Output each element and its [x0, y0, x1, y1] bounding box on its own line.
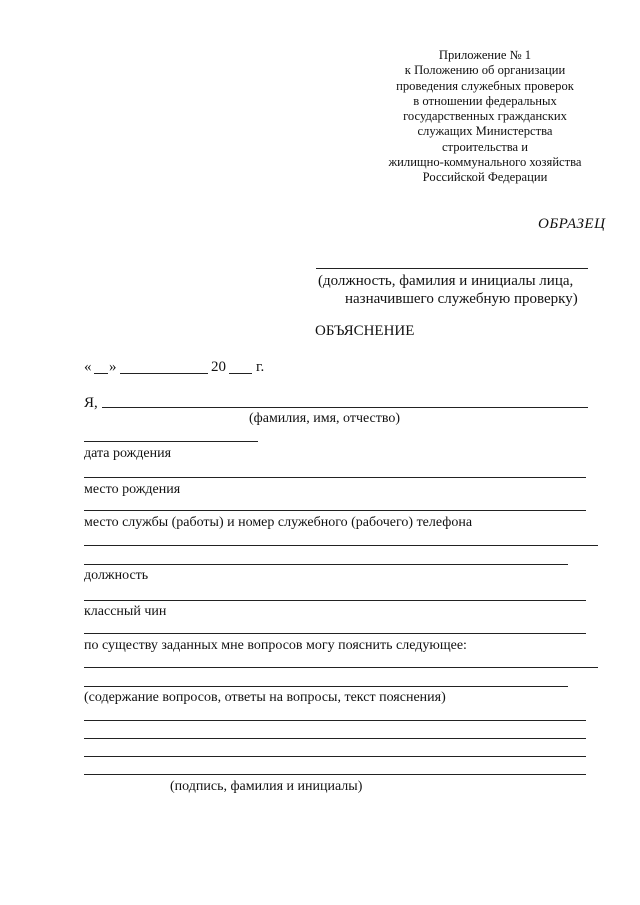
answer-line — [84, 686, 568, 687]
i-label: Я, — [84, 395, 98, 411]
date-year-suffix: г. — [256, 359, 265, 375]
date-month-line — [120, 373, 208, 374]
date-year-line — [229, 373, 252, 374]
appendix-line: Приложение № 1 — [438, 48, 532, 62]
date-quote-close: » — [109, 359, 117, 375]
birth-date-line — [84, 441, 258, 442]
addressee-line — [316, 268, 588, 269]
content-caption: (содержание вопросов, ответы на вопросы, текст пояснения) — [84, 690, 446, 705]
appendix-line: Российской Федерации — [422, 170, 548, 185]
service-line — [84, 510, 586, 511]
answer-line — [84, 720, 586, 721]
position-line — [84, 564, 568, 565]
signature-line — [84, 774, 586, 775]
answer-line — [84, 738, 586, 739]
explain-label: по существу заданных мне вопросов могу пояснить следующее: — [84, 638, 467, 653]
class-rank-line — [84, 600, 586, 601]
appendix-line: служащих Министерства — [417, 124, 553, 139]
service-place-label: место службы (работы) и номер служебного (рабочего) телефона — [84, 515, 473, 530]
answer-line — [84, 667, 598, 668]
appendix-line: к Положению об организации — [404, 63, 566, 78]
fio-line — [102, 407, 588, 408]
signature-caption: (подпись, фамилия и инициалы) — [170, 779, 363, 794]
addressee-caption-line2: назначившего служебную проверку) — [345, 291, 578, 307]
date-quote-open: « — [84, 359, 92, 375]
appendix-line: в отношении федеральных — [413, 93, 557, 108]
fio-caption: (фамилия, имя, отчество) — [249, 411, 401, 426]
birth-date-label: дата рождения — [84, 446, 172, 461]
appendix-line: проведения служебных проверок — [396, 78, 574, 93]
birth-place-line — [84, 477, 586, 478]
position-label: должность — [84, 568, 149, 583]
document-title: ОБЪЯСНЕНИЕ — [315, 323, 415, 339]
appendix-line: жилищно-коммунального хозяйства — [388, 155, 582, 170]
explain-line — [84, 633, 586, 634]
appendix-line: строительства и — [441, 139, 529, 154]
answer-line — [84, 756, 586, 757]
date-day-line — [94, 373, 108, 374]
class-rank-label: классный чин — [84, 604, 167, 619]
sample-label: ОБРАЗЕЦ — [538, 216, 606, 232]
appendix-line: государственных гражданских — [403, 109, 567, 124]
addressee-caption-line1: (должность, фамилия и инициалы лица, — [318, 273, 574, 289]
birth-place-label: место рождения — [84, 482, 181, 497]
blank-line — [84, 545, 598, 546]
date-century: 20 — [211, 359, 226, 375]
appendix-block — [350, 48, 620, 186]
